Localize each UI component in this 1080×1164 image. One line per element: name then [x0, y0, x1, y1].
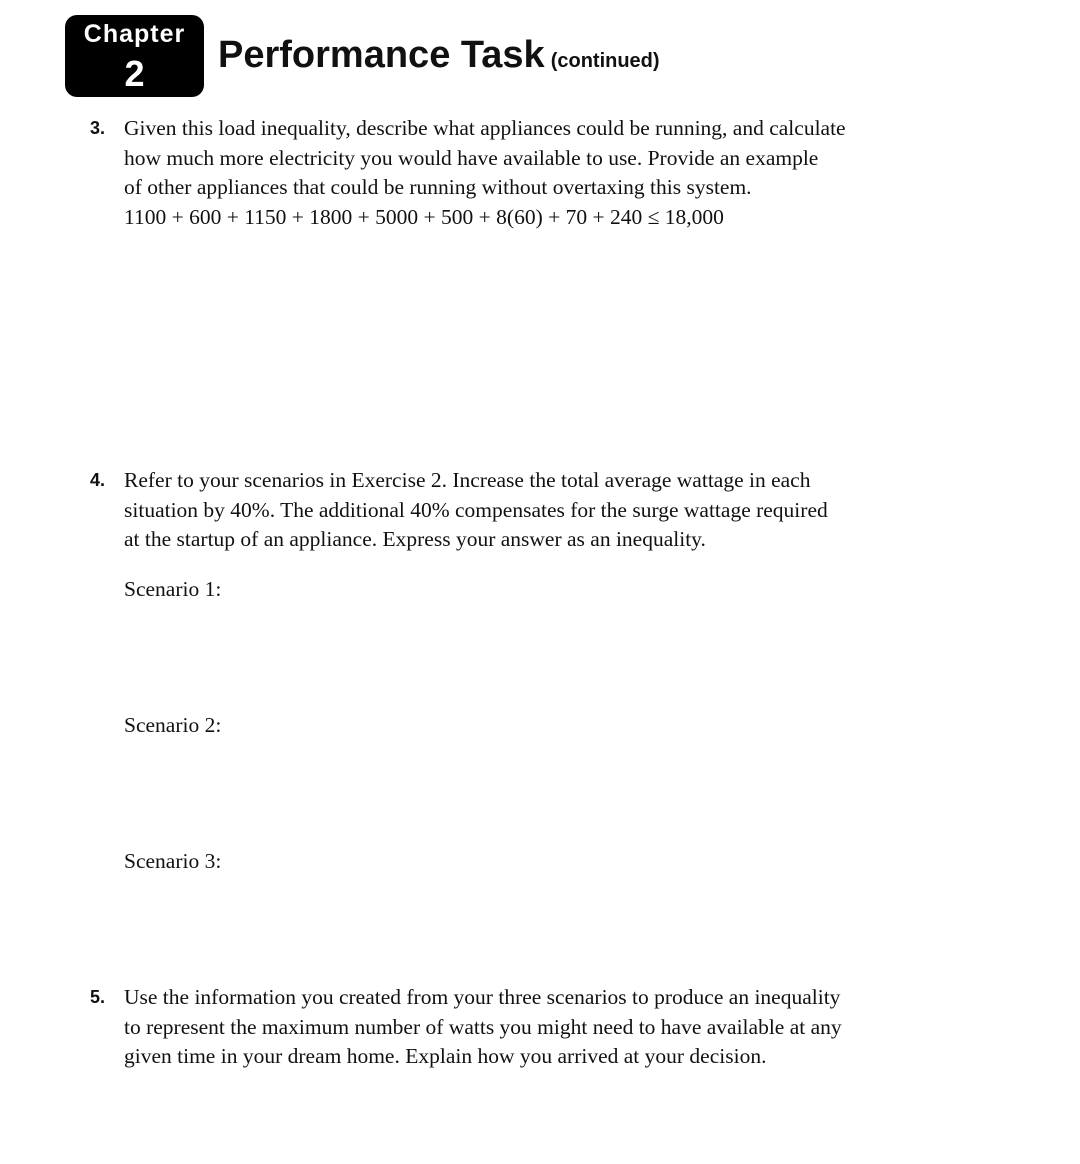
question-4	[90, 466, 930, 555]
question-text	[124, 983, 930, 1072]
question-number: 4.	[90, 470, 106, 490]
page-title	[218, 34, 660, 77]
scenario-1-label: Scenario 1:	[124, 577, 222, 601]
question-text	[124, 114, 930, 232]
question-5	[90, 983, 930, 1072]
question-line: Use the information you created from your three scenarios to produce an inequality	[124, 985, 841, 1009]
question-3	[90, 114, 930, 232]
chapter-badge	[65, 15, 204, 97]
scenario-2-label: Scenario 2:	[124, 713, 222, 737]
chapter-label: Chapter	[83, 20, 186, 48]
question-line: of other appliances that could be running without overtaxing this system.	[124, 175, 752, 199]
question-line: situation by 40%. The additional 40% compensates for the surge wattage required	[124, 497, 828, 522]
page-title-text: Performance Task	[218, 34, 545, 76]
question-line: Refer to your scenarios in Exercise 2. Increase the total average wattage in each	[124, 468, 811, 492]
question-number: 3.	[90, 118, 106, 138]
load-inequality: 1100 + 600 + 1150 + 1800 + 5000 + 500 + 8(60) + 70 + 240 ≤ 18,000	[124, 204, 724, 229]
question-number: 5.	[90, 987, 106, 1007]
question-line: given time in your dream home. Explain how you arrived at your decision.	[124, 1044, 767, 1068]
page-title-suffix: (continued)	[550, 50, 660, 72]
question-line: at the startup of an appliance. Express your answer as an inequality.	[124, 527, 706, 551]
scenario-3-label: Scenario 3:	[124, 849, 222, 873]
chapter-number: 2	[124, 53, 145, 94]
question-line: Given this load inequality, describe what appliances could be running, and calculate	[124, 116, 846, 140]
question-line: how much more electricity you would have available to use. Provide an example	[124, 145, 819, 170]
question-text	[124, 466, 930, 555]
question-line: to represent the maximum number of watts you might need to have available at any	[124, 1014, 842, 1039]
